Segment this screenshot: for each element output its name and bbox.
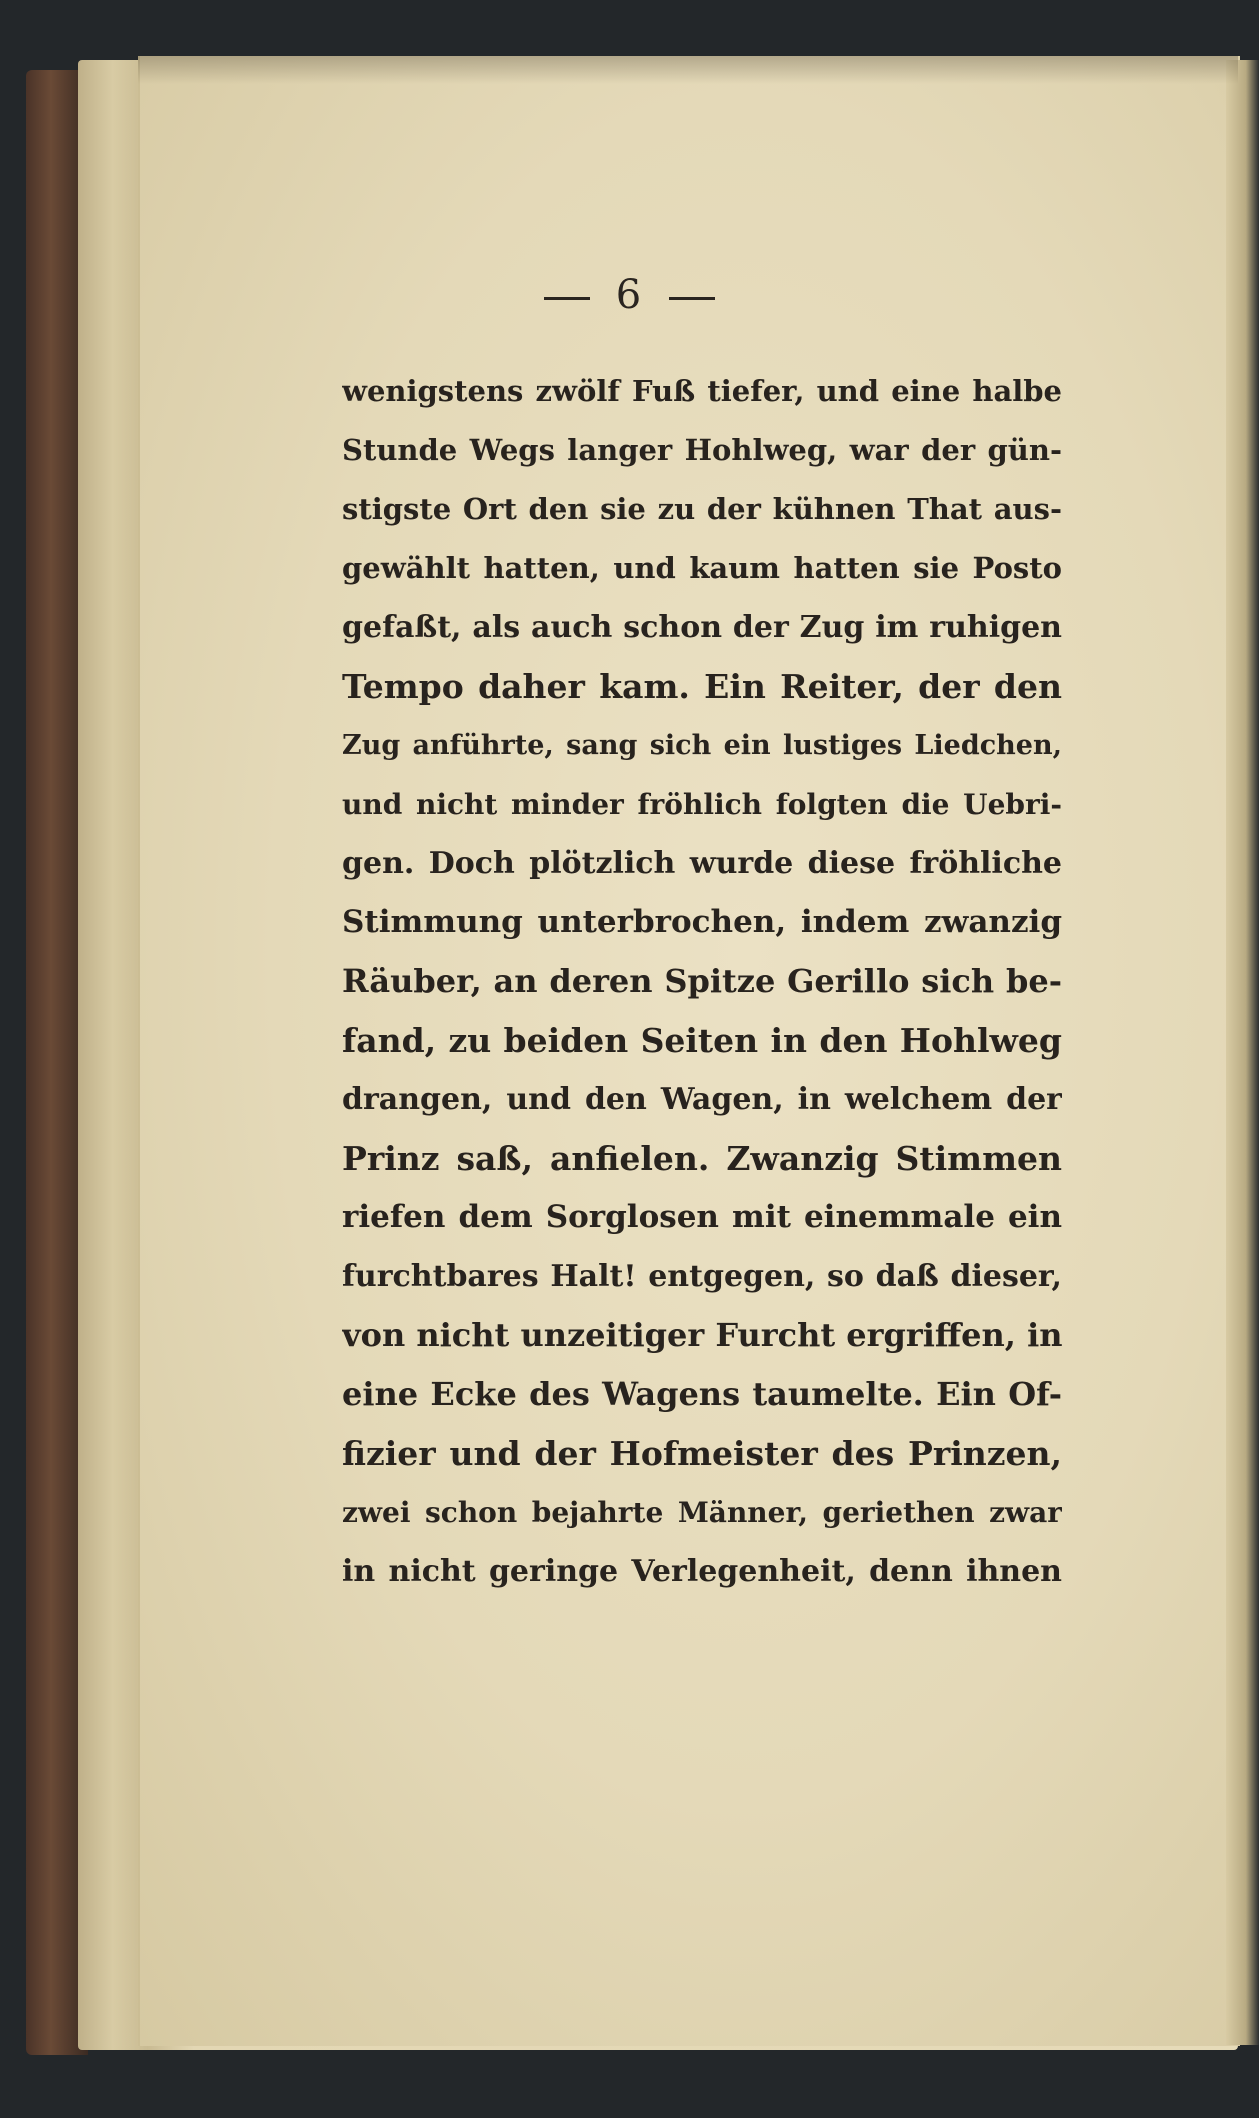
page-top-shadow — [138, 56, 1238, 84]
text-line: fizier und der Hofmeister des Prinzen, — [342, 1434, 1062, 1473]
text-line: in nicht geringe Verlegenheit, denn ihnen — [342, 1554, 1062, 1589]
text-line: gefaßt, als auch schon der Zug im ruhigen — [342, 610, 1062, 645]
text-line: gewählt hatten, und kaum hatten sie Posto — [342, 551, 1062, 585]
body-text — [342, 362, 1062, 1601]
text-line: eine Ecke des Wagens taumelte. Ein Of- — [342, 1375, 1062, 1413]
left-dash — [544, 297, 590, 300]
text-line: Räuber, an deren Spitze Gerillo sich be- — [342, 962, 1062, 1000]
text-line: Stimmung unterbrochen, indem zwanzig — [342, 904, 1062, 940]
text-line: Tempo daher kam. Ein Reiter, der den — [342, 667, 1062, 706]
text-line: Stunde Wegs langer Hohlweg, war der gün- — [342, 433, 1062, 467]
text-line: wenigstens zwölf Fuß tiefer, und eine halbe — [342, 374, 1062, 408]
page-number — [0, 272, 1259, 318]
text-line: furchtbares Halt! entgegen, so daß dieser, — [342, 1259, 1062, 1294]
facing-page-edge — [1226, 60, 1259, 2045]
text-line: zwei schon bejahrte Männer, geriethen zwar — [342, 1496, 1062, 1529]
text-line: und nicht minder fröhlich folgten die Uebri- — [342, 788, 1062, 821]
text-line: fand, zu beiden Seiten in den Hohlweg — [342, 1021, 1062, 1060]
text-line: stigste Ort den sie zu der kühnen That aus- — [342, 492, 1062, 526]
page-number-value: 6 — [615, 272, 644, 318]
text-line: gen. Doch plötzlich wurde diese fröhliche — [342, 846, 1062, 881]
text-line: riefen dem Sorglosen mit einemmale ein — [342, 1199, 1062, 1235]
right-dash — [669, 297, 715, 300]
text-line: Prinz saß, anfielen. Zwanzig Stimmen — [342, 1139, 1062, 1178]
text-line: Zug anführte, sang sich ein lustiges Liedchen, — [342, 730, 1062, 761]
text-line: von nicht unzeitiger Furcht ergriffen, in — [342, 1316, 1062, 1354]
text-line: drangen, und den Wagen, in welchem der — [342, 1082, 1062, 1117]
